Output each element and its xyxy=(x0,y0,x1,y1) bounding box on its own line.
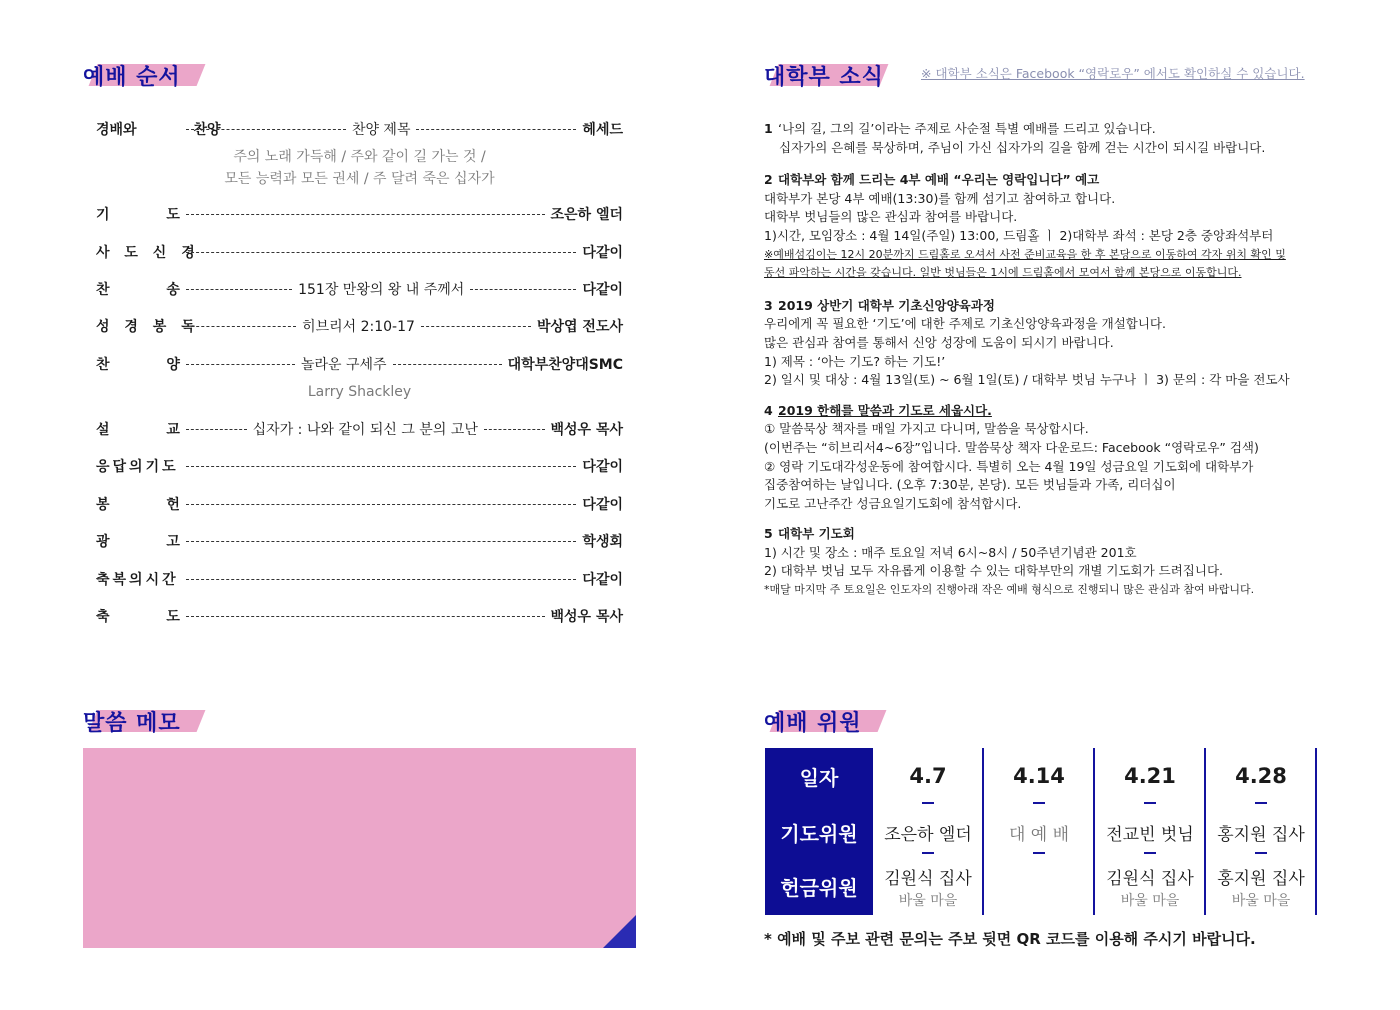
committee-offering: 홍지원 집사 xyxy=(1217,869,1305,889)
news-item-line: 십자가의 은혜를 묵상하며, 주님이 가신 십자가의 길을 함께 걷는 시간이 되시길 바랍니다. xyxy=(779,139,1266,155)
worship-order-leader: 대학부찬양대SMC xyxy=(507,357,624,373)
news-title-text: 대학부 소식 xyxy=(764,65,884,90)
dashed-leader xyxy=(186,252,576,253)
column-divider xyxy=(1315,748,1317,915)
committee-offering: 김원식 집사 xyxy=(1106,869,1194,889)
news-item-heading-text: 2019 한해를 말씀과 기도로 세웁시다. xyxy=(778,402,992,418)
memo-page-fold xyxy=(603,915,636,948)
worship-order-title xyxy=(83,60,181,100)
worship-order-row xyxy=(96,530,623,552)
worship-order-row xyxy=(96,241,623,263)
worship-order-label: 기 도 xyxy=(96,207,180,223)
worship-order-leader: 다같이 xyxy=(582,459,623,475)
committee-header-column xyxy=(765,748,873,915)
committee-offering-village: 바울 마을 xyxy=(898,893,958,909)
news-item-number: 3 xyxy=(764,297,773,313)
worship-order-leader: 다같이 xyxy=(582,245,623,261)
worship-order-note-line: Larry Shackley xyxy=(307,384,412,400)
news-item-line: 기도로 고난주간 성금요일기도회에 참석합시다. xyxy=(764,495,1022,511)
worship-order-row xyxy=(96,418,623,440)
news-item-heading-text: 대학부와 함께 드리는 4부 예배 “우리는 영락입니다” 예고 xyxy=(778,172,1100,188)
committee-offering-village: 바울 마을 xyxy=(1231,893,1291,909)
news-item-line: 1) 제목 : ‘아는 기도? 하는 기도!’ xyxy=(764,353,946,369)
committee-title-text: 예배 위원 xyxy=(764,711,862,736)
worship-order-leader: 다같이 xyxy=(582,282,624,298)
worship-order-leader: 다같이 xyxy=(582,572,623,588)
worship-order-note xyxy=(96,146,623,190)
dashed-leader xyxy=(186,129,346,130)
separator-dash xyxy=(922,802,934,804)
committee-date: 4.28 xyxy=(1235,764,1287,788)
dashed-leader xyxy=(421,326,531,327)
news-item-line: 집중참여하는 날입니다. (오후 7:30분, 본당). 모든 벗님들과 가족, 리더십이 xyxy=(764,477,1176,493)
worship-order-row xyxy=(96,568,623,590)
worship-order-title-text: 예배 순서 xyxy=(83,65,181,90)
news-item-line: ① 말씀묵상 책자를 매일 가지고 다니며, 말씀을 묵상합시다. xyxy=(764,421,1089,437)
news-item xyxy=(764,525,1334,599)
dashed-leader xyxy=(186,326,296,327)
committee-offering-village: 바울 마을 xyxy=(1120,893,1180,909)
worship-order-leader: 박상엽 전도사 xyxy=(536,319,624,335)
dashed-leader xyxy=(186,364,295,365)
news-item-line: 1) 시간 및 장소 : 매주 토요일 저녁 6시~8시 / 50주년기념관 201호 xyxy=(764,544,1137,560)
dashed-leader xyxy=(186,616,545,617)
dashed-leader xyxy=(416,129,576,130)
committee-prayer: 홍지원 집사 xyxy=(1217,825,1305,845)
dashed-leader xyxy=(470,289,576,290)
separator-dash xyxy=(1033,802,1045,804)
worship-order-note-line: 주의 노래 가득해 / 주와 같이 길 가는 것 / xyxy=(233,149,486,165)
worship-order-leader: 백성우 목사 xyxy=(550,422,623,438)
news-item-footnote: *매달 마지막 주 토요일은 인도자의 진행아래 작은 예배 형식으로 진행되니 많은 관심과 참여 바랍니다. xyxy=(764,583,1255,597)
committee-date: 4.14 xyxy=(1013,764,1065,788)
separator-dash xyxy=(1144,802,1156,804)
news-item-line: 많은 관심과 참여를 통해서 신앙 성장에 도움이 되시기 바랍니다. xyxy=(764,334,1114,350)
committee-column xyxy=(1095,748,1205,915)
committee-prayer: 전교빈 벗님 xyxy=(1106,825,1194,845)
news-item-heading xyxy=(764,171,1334,190)
news-item-number: 4 xyxy=(764,402,773,418)
committee-footnote: * 예배 및 주보 관련 문의는 주보 뒷면 QR 코드를 이용해 주시기 바랍니다. xyxy=(764,930,1256,948)
committee-date: 4.21 xyxy=(1124,764,1176,788)
worship-order-content: 찬양 제목 xyxy=(351,122,411,138)
committee-date: 4.7 xyxy=(909,764,947,788)
worship-order-label: 찬 양 xyxy=(96,357,180,373)
news-item-line: (이번주는 “히브리서4~6장”입니다. 말씀묵상 책자 다운로드: Facebook “영락로우” 검색) xyxy=(764,439,1259,455)
news-facebook-note: ※ 대학부 소식은 Facebook “영락로우” 에서도 확인하실 수 있습니다. xyxy=(921,66,1305,81)
news-item-line: 대학부 벗님들의 많은 관심과 참여를 바랍니다. xyxy=(764,209,1018,225)
news-item-heading xyxy=(764,402,1334,421)
worship-order-row xyxy=(96,118,623,140)
news-item xyxy=(764,120,1334,157)
worship-order-leader: 헤세드 xyxy=(582,122,623,138)
worship-order-label: 설 교 xyxy=(96,422,180,438)
worship-order-content: 151장 만왕의 왕 내 주께서 xyxy=(298,282,465,298)
memo-title xyxy=(83,706,181,746)
memo-title-text: 말씀 메모 xyxy=(83,711,181,736)
worship-order-label: 축 도 xyxy=(96,609,180,625)
news-item xyxy=(764,297,1334,390)
dashed-leader xyxy=(393,364,502,365)
worship-order-label: 경배와 찬양 xyxy=(96,122,221,138)
header-date-label: 일자 xyxy=(799,766,839,790)
news-title xyxy=(764,60,884,100)
worship-order-row xyxy=(96,605,623,627)
worship-order-label: 사 도 신 경 xyxy=(96,245,195,261)
news-item-number: 1 xyxy=(764,121,773,136)
news-item-line: 2) 일시 및 대상 : 4월 13일(토) ~ 6월 1일(토) / 대학부 벗님 누구나 ㅣ 3) 문의 : 각 마을 전도사 xyxy=(764,372,1290,388)
committee-prayer: 조은하 엘더 xyxy=(884,825,972,845)
separator-dash xyxy=(1255,852,1267,854)
committee-column xyxy=(984,748,1094,915)
worship-order-row xyxy=(96,315,623,337)
news-item-line: 대학부가 본당 4부 예배(13:30)를 함께 섬기고 참여하고 합니다. xyxy=(764,190,1116,206)
worship-order-row xyxy=(96,203,623,225)
dashed-leader xyxy=(186,504,576,505)
news-item-line-text: ‘나의 길, 그의 길’이라는 주제로 사순절 특별 예배를 드리고 있습니다. xyxy=(778,121,1156,136)
worship-order-leader: 조은하 엘더 xyxy=(550,207,623,223)
news-list xyxy=(764,120,1334,600)
worship-order-leader: 다같이 xyxy=(582,497,623,513)
worship-order-label: 광 고 xyxy=(96,534,180,550)
dashed-leader xyxy=(186,579,576,580)
worship-order-label: 응답의기도 xyxy=(96,459,179,475)
committee-column xyxy=(1206,748,1316,915)
worship-order-label: 찬 송 xyxy=(96,282,180,298)
worship-order-content: 놀라운 구세주 xyxy=(300,357,387,373)
news-item-footnote: ※예배섬김이는 12시 20분까지 드림홀로 오셔서 사전 준비교육을 한 후 본당으로 이동하여 각자 위치 확인 및 xyxy=(764,247,1286,261)
worship-order-label: 봉 헌 xyxy=(96,497,180,513)
worship-order-row xyxy=(96,278,623,300)
dashed-leader xyxy=(186,541,576,542)
news-item-heading xyxy=(764,525,1334,544)
memo-box xyxy=(83,748,636,948)
worship-order-content: 히브리서 2:10-17 xyxy=(302,319,415,335)
news-item-heading-text: 대학부 기도회 xyxy=(778,526,855,542)
worship-order-note-line: 모든 능력과 모든 권세 / 주 달려 죽은 십자가 xyxy=(224,171,495,187)
separator-dash xyxy=(1033,852,1045,854)
news-item-line: 1)시간, 모임장소 : 4월 14일(주일) 13:00, 드림홀 ㅣ 2)대학부 좌석 : 본당 2층 중앙좌석부터 xyxy=(764,227,1274,243)
news-item-footnote: 동선 파악하는 시간을 갖습니다. 일반 벗님들은 1시에 드림홀에서 모여서 함께 본당으로 이동합니다. xyxy=(764,266,1242,280)
news-item-number: 2 xyxy=(764,172,773,188)
worship-order-leader: 학생회 xyxy=(582,534,623,550)
separator-dash xyxy=(1144,852,1156,854)
news-item-line: 2) 대학부 벗님 모두 자유롭게 이용할 수 있는 대학부만의 개별 기도회가 드려집니다. xyxy=(764,563,1223,579)
dashed-leader xyxy=(186,289,292,290)
committee-title xyxy=(764,706,862,746)
header-offering-label: 헌금위원 xyxy=(780,876,858,900)
worship-order-row xyxy=(96,493,623,515)
news-item-heading-text: 2019 상반기 대학부 기초신앙양육과정 xyxy=(778,297,995,313)
committee-table xyxy=(765,748,1318,915)
news-item-heading xyxy=(764,297,1334,316)
worship-order-note xyxy=(96,381,623,403)
news-item xyxy=(764,402,1334,514)
news-item-line: 우리에게 꼭 필요한 ‘기도’에 대한 주제로 기초신앙양육과정을 개설합니다. xyxy=(764,316,1166,332)
dashed-leader xyxy=(186,214,545,215)
committee-offering: 김원식 집사 xyxy=(884,869,972,889)
news-item-line: ② 영락 기도대각성운동에 참여합시다. 특별히 오는 4월 19일 성금요일 기도회에 대학부가 xyxy=(764,458,1254,474)
worship-order-label: 성 경 봉 독 xyxy=(96,319,195,335)
worship-order-leader: 백성우 목사 xyxy=(550,609,623,625)
worship-order-content: 십자가 : 나와 같이 되신 그 분의 고난 xyxy=(252,422,478,438)
header-prayer-label: 기도위원 xyxy=(780,822,858,846)
separator-dash xyxy=(1255,802,1267,804)
dashed-leader xyxy=(484,429,545,430)
worship-order-row xyxy=(96,455,623,477)
committee-prayer: 대 예 배 xyxy=(1008,825,1070,845)
dashed-leader xyxy=(186,429,247,430)
news-item-number: 5 xyxy=(764,526,773,542)
worship-order-row xyxy=(96,353,623,375)
news-item-line xyxy=(764,120,1334,139)
news-item xyxy=(764,171,1334,283)
separator-dash xyxy=(922,852,934,854)
committee-column xyxy=(873,748,983,915)
dashed-leader xyxy=(186,466,576,467)
worship-order-label: 축복의시간 xyxy=(96,572,179,588)
